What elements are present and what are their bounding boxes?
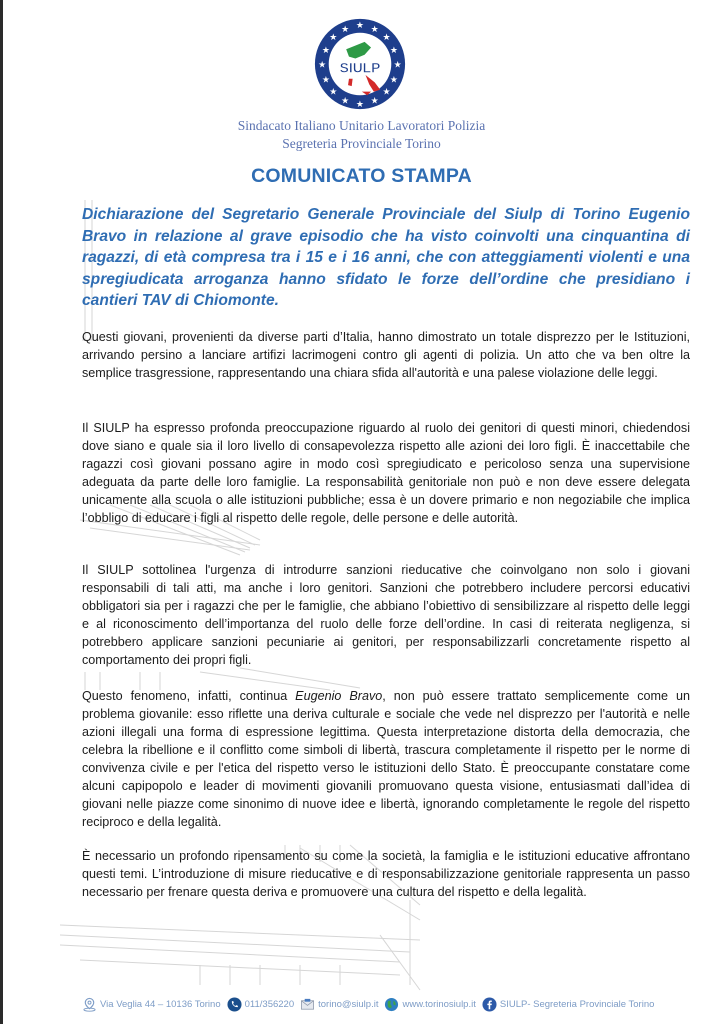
- globe-icon: [384, 997, 399, 1012]
- document-subtitle: Dichiarazione del Segretario Generale Provinciale del Siulp di Torino Eugenio Bravo in relazione al grave episodio che ha visto coinvolti una cinquantina di ragazzi, di età compresa tra i 15 e i 16 anni, che con atteggiamenti violenti e una spregiudicata arroganza hanno sfidato le forze dell’ordine che presidiano i cantieri TAV di Chiomonte.: [82, 206, 690, 309]
- svg-text:★: ★: [329, 32, 338, 43]
- svg-text:★: ★: [382, 86, 391, 97]
- phone-text: 011/356220: [244, 998, 295, 1010]
- svg-text:★: ★: [341, 23, 350, 34]
- email-text: torino@siulp.it: [318, 998, 379, 1010]
- svg-text:★: ★: [370, 95, 379, 106]
- website-text: www.torinosiulp.it: [402, 998, 476, 1010]
- phone-icon: [227, 997, 242, 1012]
- logo-text: SIULP: [339, 60, 381, 76]
- page-left-edge: [0, 0, 3, 1024]
- footer-phone: [227, 997, 295, 1012]
- svg-text:★: ★: [389, 74, 399, 85]
- quoted-person-name: Eugenio Bravo: [295, 689, 383, 703]
- svg-text:★: ★: [321, 74, 331, 85]
- location-pin-icon: [82, 997, 97, 1012]
- svg-text:★: ★: [329, 86, 338, 97]
- paragraph-3: Il SIULP sottolinea l'urgenza di introdurre sanzioni rieducative che coinvolgano non solo i giovani responsabili di tali atti, ma anche i loro genitori. Sanzioni che potrebbero includere percorsi educativi obbligatori sia per i ragazzi che per le famiglie, che abbiano l’obiettivo di sensibilizzare al rispetto delle leggi e al riconoscimento dell’importanza del ruolo delle forze dell’ordine. In casi di reiterata negligenza, si potrebbero applicare sanzioni pecuniarie ai genitori, per responsabilizzarli concretamente rispetto al comportamento dei propri figli.: [82, 563, 690, 667]
- envelope-icon: [300, 997, 315, 1012]
- footer-address: [82, 997, 221, 1012]
- organization-subtitle: Segreteria Provinciale Torino: [282, 136, 441, 151]
- svg-text:★: ★: [382, 32, 391, 43]
- paragraph-4-text-before: Questo fenomeno, infatti, continua: [82, 689, 296, 703]
- svg-text:★: ★: [355, 99, 365, 110]
- paragraph-4: [82, 687, 690, 831]
- address-text: Via Veglia 44 – 10136 Torino: [100, 998, 221, 1010]
- organization-name: Sindacato Italiano Unitario Lavoratori Polizia: [237, 118, 486, 133]
- contact-footer: [82, 994, 702, 1014]
- svg-text:★: ★: [321, 44, 331, 55]
- paragraph-1: Questi giovani, provenienti da diverse parti d’Italia, hanno dimostrato un totale disprezzo per le Istituzioni, arrivando persino a lanciare artifizi lacrimogeni contro gli agenti di polizia. Un atto che va ben oltre la semplice trasgressione, rappresentando una chiara sfida all'autorità e una palese violazione delle leggi.: [82, 330, 690, 380]
- document-title: COMUNICATO STAMPA: [251, 165, 472, 187]
- svg-text:★: ★: [318, 59, 327, 70]
- svg-text:★: ★: [355, 20, 365, 31]
- paragraph-2: Il SIULP ha espresso profonda preoccupazione riguardo al ruolo dei genitori di questi minori, chiedendosi dove siano e quale sia il loro livello di consapevolezza rispetto alle azioni dei loro figli. È inaccettabile che ragazzi così giovani possano agire in modo così spregiudicato e pericoloso senza una supervisione adeguata da parte delle loro famiglie. La responsabilità genitoriale non può e non deve essere delegata unicamente alla scuola o alle istituzioni pubbliche; essa è un dovere primario e non negoziabile che implica l’obbligo di educare i figli al rispetto delle regole, delle persone e delle autorità.: [82, 421, 690, 525]
- footer-email: [300, 997, 378, 1012]
- svg-text:★: ★: [341, 95, 350, 106]
- svg-text:★: ★: [393, 59, 402, 70]
- svg-text:★: ★: [389, 44, 399, 55]
- paragraph-5: È necessario un profondo ripensamento su come la società, la famiglia e le istituzioni educative affrontano questi temi. L’introduzione di misure rieducative e di responsabilizzazione genitoriale rappresenta un passo necessario per frenare questa deriva e promuovere una cultura del rispetto e della legalità.: [82, 849, 690, 899]
- paragraph-4-text-after: , non può essere trattato semplicemente come un problema giovanile: esso riflette una deriva culturale e sociale che vede nel disprezzo per l'autorità e nelle azioni illegali una forma di espressione legittima. Questa interpretazione distorta della democrazia, che celebra la ribellione e il conflitto come simboli di libertà, trascura completamente il rispetto per le norme di convivenza civile e per l'etica del rispetto verso le istituzioni dello Stato. È preoccupante constatare come alcuni capipopolo e leader di movimenti giovanili promuovano questa visione, entusiasmati dall’idea di giovani nelle piazze come sinonimo di nuove idee e libertà, ignorando completamente le regole del rispetto reciproco e della legalità.: [82, 689, 690, 829]
- facebook-text: SIULP- Segreteria Provinciale Torino: [499, 998, 655, 1010]
- svg-text:★: ★: [370, 23, 379, 34]
- siulp-logo: [314, 18, 406, 110]
- footer-facebook: [482, 997, 655, 1012]
- facebook-icon: [482, 997, 497, 1012]
- footer-website: [384, 997, 475, 1012]
